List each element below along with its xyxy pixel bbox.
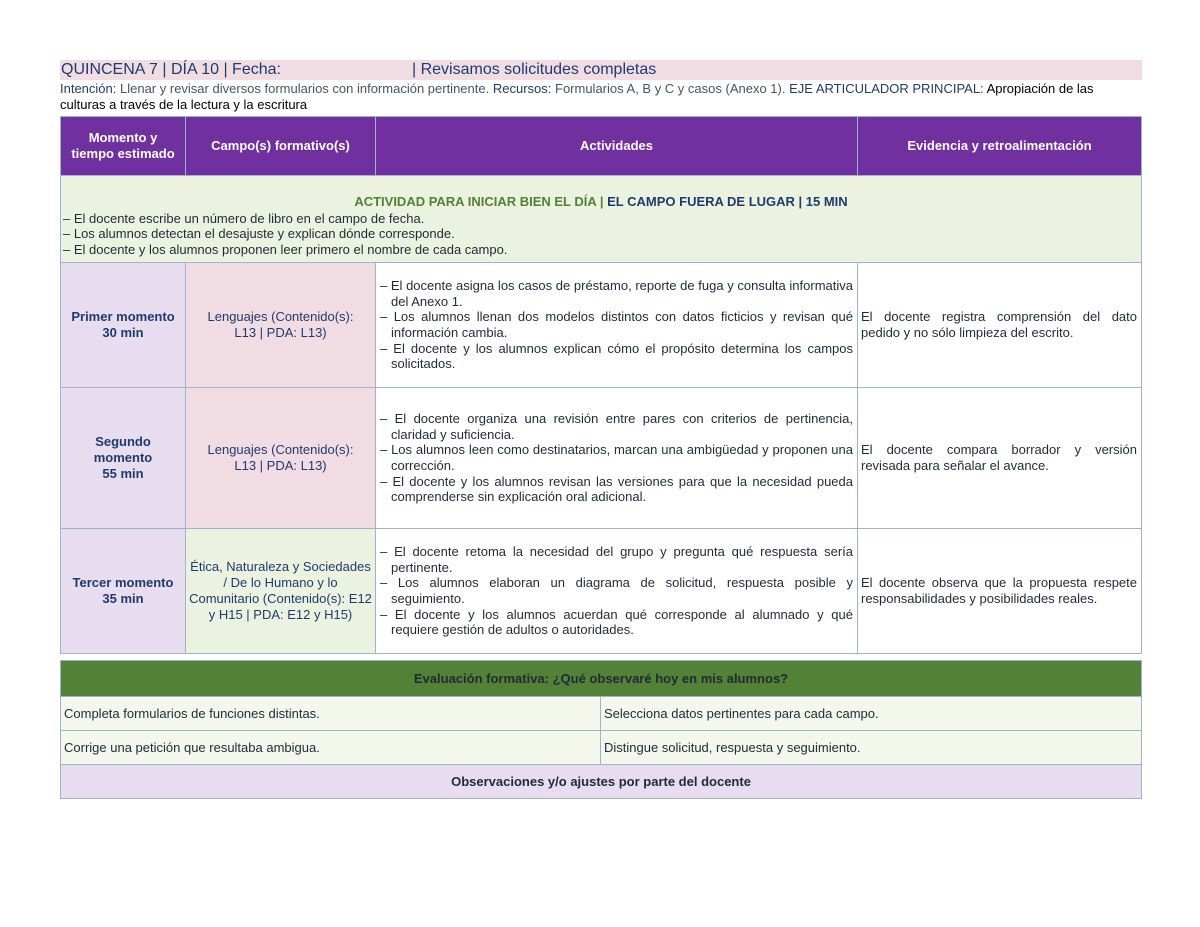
activity-item: – El docente y los alumnos explican cómo el propósito determina los campos solicitados. [380, 340, 853, 372]
moment-cell: Segundo momento 55 min [61, 388, 186, 529]
header-momento: Momento y tiempo estimado [61, 117, 186, 176]
moment-row-1 [61, 263, 1142, 388]
activity-item: – El docente y los alumnos revisan las versiones para que la necesidad pueda comprenderse sin explicación oral adicional. [380, 473, 853, 505]
intencion-label: Intención: [60, 81, 117, 96]
recursos-value: Formularios A, B y C y casos (Anexo 1). [555, 81, 786, 96]
activities-cell [376, 388, 858, 529]
plan-table [60, 116, 1142, 654]
evaluation-header-row [61, 661, 1142, 697]
activities-cell [376, 263, 858, 388]
evaluation-table [60, 660, 1142, 799]
info-paragraph [60, 81, 1142, 113]
header-campo: Campo(s) formativo(s) [186, 117, 376, 176]
recursos-label: Recursos: [492, 81, 552, 96]
page-title-left: QUINCENA 7 | DÍA 10 | Fecha: [61, 61, 281, 78]
moment-row-3 [61, 529, 1142, 654]
campo-cell: Lenguajes (Contenido(s): L13 | PDA: L13) [186, 263, 376, 388]
campo-cell: Ética, Naturaleza y Sociedades / De lo Humano y lo Comunitario (Contenido(s): E12 y H15 | PDA: E12 y H15) [186, 529, 376, 654]
activity-item: – Los alumnos llenan dos modelos distintos con datos ficticios y revisan qué información cambia. [380, 309, 853, 340]
moment-cell: Primer momento 30 min [61, 263, 186, 388]
start-activity-title-blue: EL CAMPO FUERA DE LUGAR | 15 MIN [607, 193, 848, 209]
start-activity-line: – El docente y los alumnos proponen leer primero el nombre de cada campo. [63, 241, 508, 257]
evaluation-item: Selecciona datos pertinentes para cada campo. [601, 697, 1142, 731]
intencion-value: Llenar y revisar diversos formularios con información pertinente. [120, 81, 490, 96]
eje-value: Apropiación de las culturas a través de la lectura y la escritura [60, 81, 1094, 112]
campo-cell: Lenguajes (Contenido(s): L13 | PDA: L13) [186, 388, 376, 529]
start-activity-row [61, 176, 1142, 263]
start-activity-line: – Los alumnos detectan el desajuste y explican dónde corresponde. [63, 226, 455, 242]
activity-item: – Los alumnos elaboran un diagrama de solicitud, respuesta posible y seguimiento. [380, 575, 853, 606]
evidence-cell: El docente registra comprensión del dato pedido y no sólo limpieza del escrito. [858, 263, 1142, 388]
activity-item: – El docente organiza una revisión entre pares con criterios de pertinencia, claridad y suficiencia. [380, 410, 853, 442]
header-evidencia: Evidencia y retroalimentación [858, 117, 1142, 176]
start-activity-title-green: ACTIVIDAD PARA INICIAR BIEN EL DÍA | [354, 193, 604, 209]
activity-item: – El docente y los alumnos acuerdan qué corresponde al alumnado y qué requiere gestión de adultos o autoridades. [380, 606, 853, 638]
evaluation-item: Corrige una petición que resultaba ambigua. [61, 731, 601, 765]
activity-item: – El docente asigna los casos de préstamo, reporte de fuga y consulta informativa del Anexo 1. [380, 277, 853, 309]
activities-cell [376, 529, 858, 654]
start-activity-lines [61, 211, 1141, 258]
moment-row-2 [61, 388, 1142, 529]
title-bar [60, 60, 1142, 80]
evaluation-row [61, 697, 1142, 731]
start-activity-cell [61, 176, 1142, 263]
activity-item: – Los alumnos leen como destinatarios, marcan una ambigüedad y proponen una corrección. [380, 442, 853, 473]
plan-header-row [61, 117, 1142, 176]
evaluation-row [61, 731, 1142, 765]
observations-label: Observaciones y/o ajustes por parte del docente [61, 765, 1142, 799]
moment-cell: Tercer momento 35 min [61, 529, 186, 654]
evaluation-title: Evaluación formativa: ¿Qué observaré hoy en mis alumnos? [61, 661, 1142, 697]
page-title-right: | Revisamos solicitudes completas [412, 61, 657, 78]
eje-label: EJE ARTICULADOR PRINCIPAL: [789, 81, 984, 96]
start-activity-line: – El docente escribe un número de libro en el campo de fecha. [63, 210, 425, 226]
evaluation-item: Distingue solicitud, respuesta y seguimiento. [601, 731, 1142, 765]
evidence-cell: El docente compara borrador y versión revisada para señalar el avance. [858, 388, 1142, 529]
start-activity-title [61, 194, 1141, 209]
evidence-cell: El docente observa que la propuesta respete responsabilidades y posibilidades reales. [858, 529, 1142, 654]
evaluation-item: Completa formularios de funciones distintas. [61, 697, 601, 731]
activity-item: – El docente retoma la necesidad del grupo y pregunta qué respuesta sería pertinente. [380, 543, 853, 575]
header-actividades: Actividades [376, 117, 858, 176]
observations-row [61, 765, 1142, 799]
